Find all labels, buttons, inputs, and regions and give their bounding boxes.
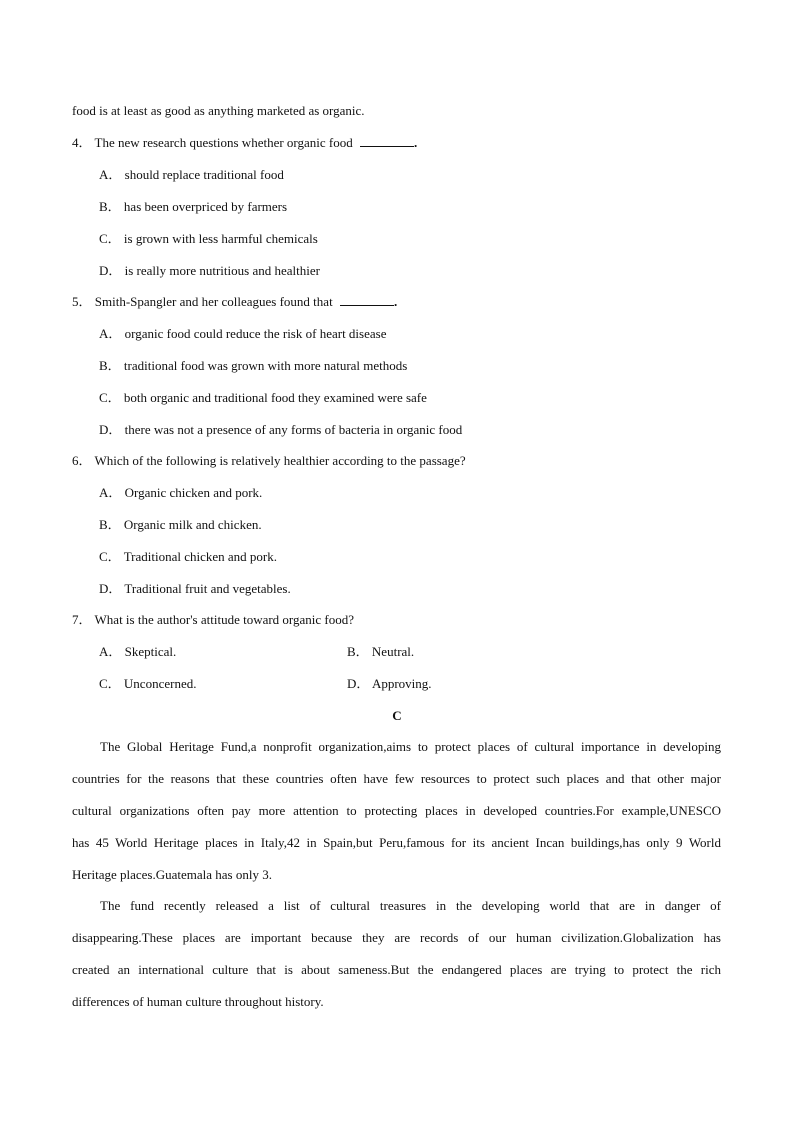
- option-a: A． should replace traditional food: [99, 167, 284, 182]
- option-b: B． traditional food was grown with more natural methods: [99, 358, 408, 373]
- paragraph-1-line: Heritage places.Guatemala has only 3.: [72, 867, 272, 882]
- option-d: D． is really more nutritious and healthier: [99, 263, 320, 278]
- paragraph-1-line: cultural organizations often pay more attention to protecting places in developed countries.For example,UNESCO: [72, 803, 721, 818]
- paragraph-1-line: The Global Heritage Fund,a nonprofit organization,aims to protect places of cultural importance in developing: [100, 739, 721, 754]
- question-6: [72, 453, 466, 469]
- paragraph-2-line: disappearing.These places are important because they are records of our human civilization.Globalization has: [72, 930, 721, 945]
- option-b: B． has been overpriced by farmers: [99, 199, 288, 214]
- option-b: B． Neutral.: [347, 644, 415, 659]
- question-stem: Smith-Spangler and her colleagues found that: [94, 294, 333, 309]
- question-stem: Which of the following is relatively healthier according to the passage?: [94, 453, 466, 468]
- paragraph-1-line: has 45 World Heritage places in Italy,42 in Spain,but Peru,famous for its ancient Incan buildings,has only 9 World: [72, 835, 721, 850]
- option-c: C． Unconcerned.: [99, 676, 197, 691]
- question-5: [72, 294, 397, 310]
- option-a: A． Organic chicken and pork.: [99, 485, 263, 500]
- option-a: A． organic food could reduce the risk of heart disease: [99, 326, 387, 341]
- question-number: 4．: [72, 135, 92, 150]
- question-end: .: [414, 135, 418, 150]
- option-d: D． Approving.: [347, 676, 432, 691]
- question-stem: What is the author's attitude toward organic food?: [94, 612, 355, 627]
- option-c: C． Traditional chicken and pork.: [99, 549, 278, 564]
- section-heading: C: [392, 708, 402, 723]
- option-d: D． there was not a presence of any forms of bacteria in organic food: [99, 422, 463, 437]
- question-number: 7．: [72, 612, 92, 627]
- option-c: C． is grown with less harmful chemicals: [99, 231, 318, 246]
- option-b: B． Organic milk and chicken.: [99, 517, 262, 532]
- answer-blank: [360, 136, 414, 147]
- question-7: [72, 612, 354, 628]
- answer-blank: [340, 295, 394, 306]
- carryover-text: food is at least as good as anything marketed as organic.: [72, 103, 365, 118]
- question-stem: The new research questions whether organic food: [94, 135, 353, 150]
- question-end: .: [393, 294, 398, 309]
- paragraph-1-line: countries for the reasons that these countries often have few resources to protect such places and that other major: [72, 771, 721, 786]
- paragraph-2-line: created an international culture that is about sameness.But the endangered places are trying to protect the rich: [72, 962, 721, 977]
- question-number: 6．: [72, 453, 92, 468]
- paragraph-2-line: differences of human culture throughout history.: [72, 994, 324, 1009]
- option-c: C． both organic and traditional food they examined were safe: [99, 390, 427, 405]
- option-a: A． Skeptical.: [99, 644, 177, 659]
- question-number: 5．: [72, 294, 92, 309]
- option-d: D． Traditional fruit and vegetables.: [99, 581, 291, 596]
- paragraph-2-line: The fund recently released a list of cultural treasures in the developing world that are in danger of: [100, 898, 721, 913]
- question-4: [72, 135, 417, 151]
